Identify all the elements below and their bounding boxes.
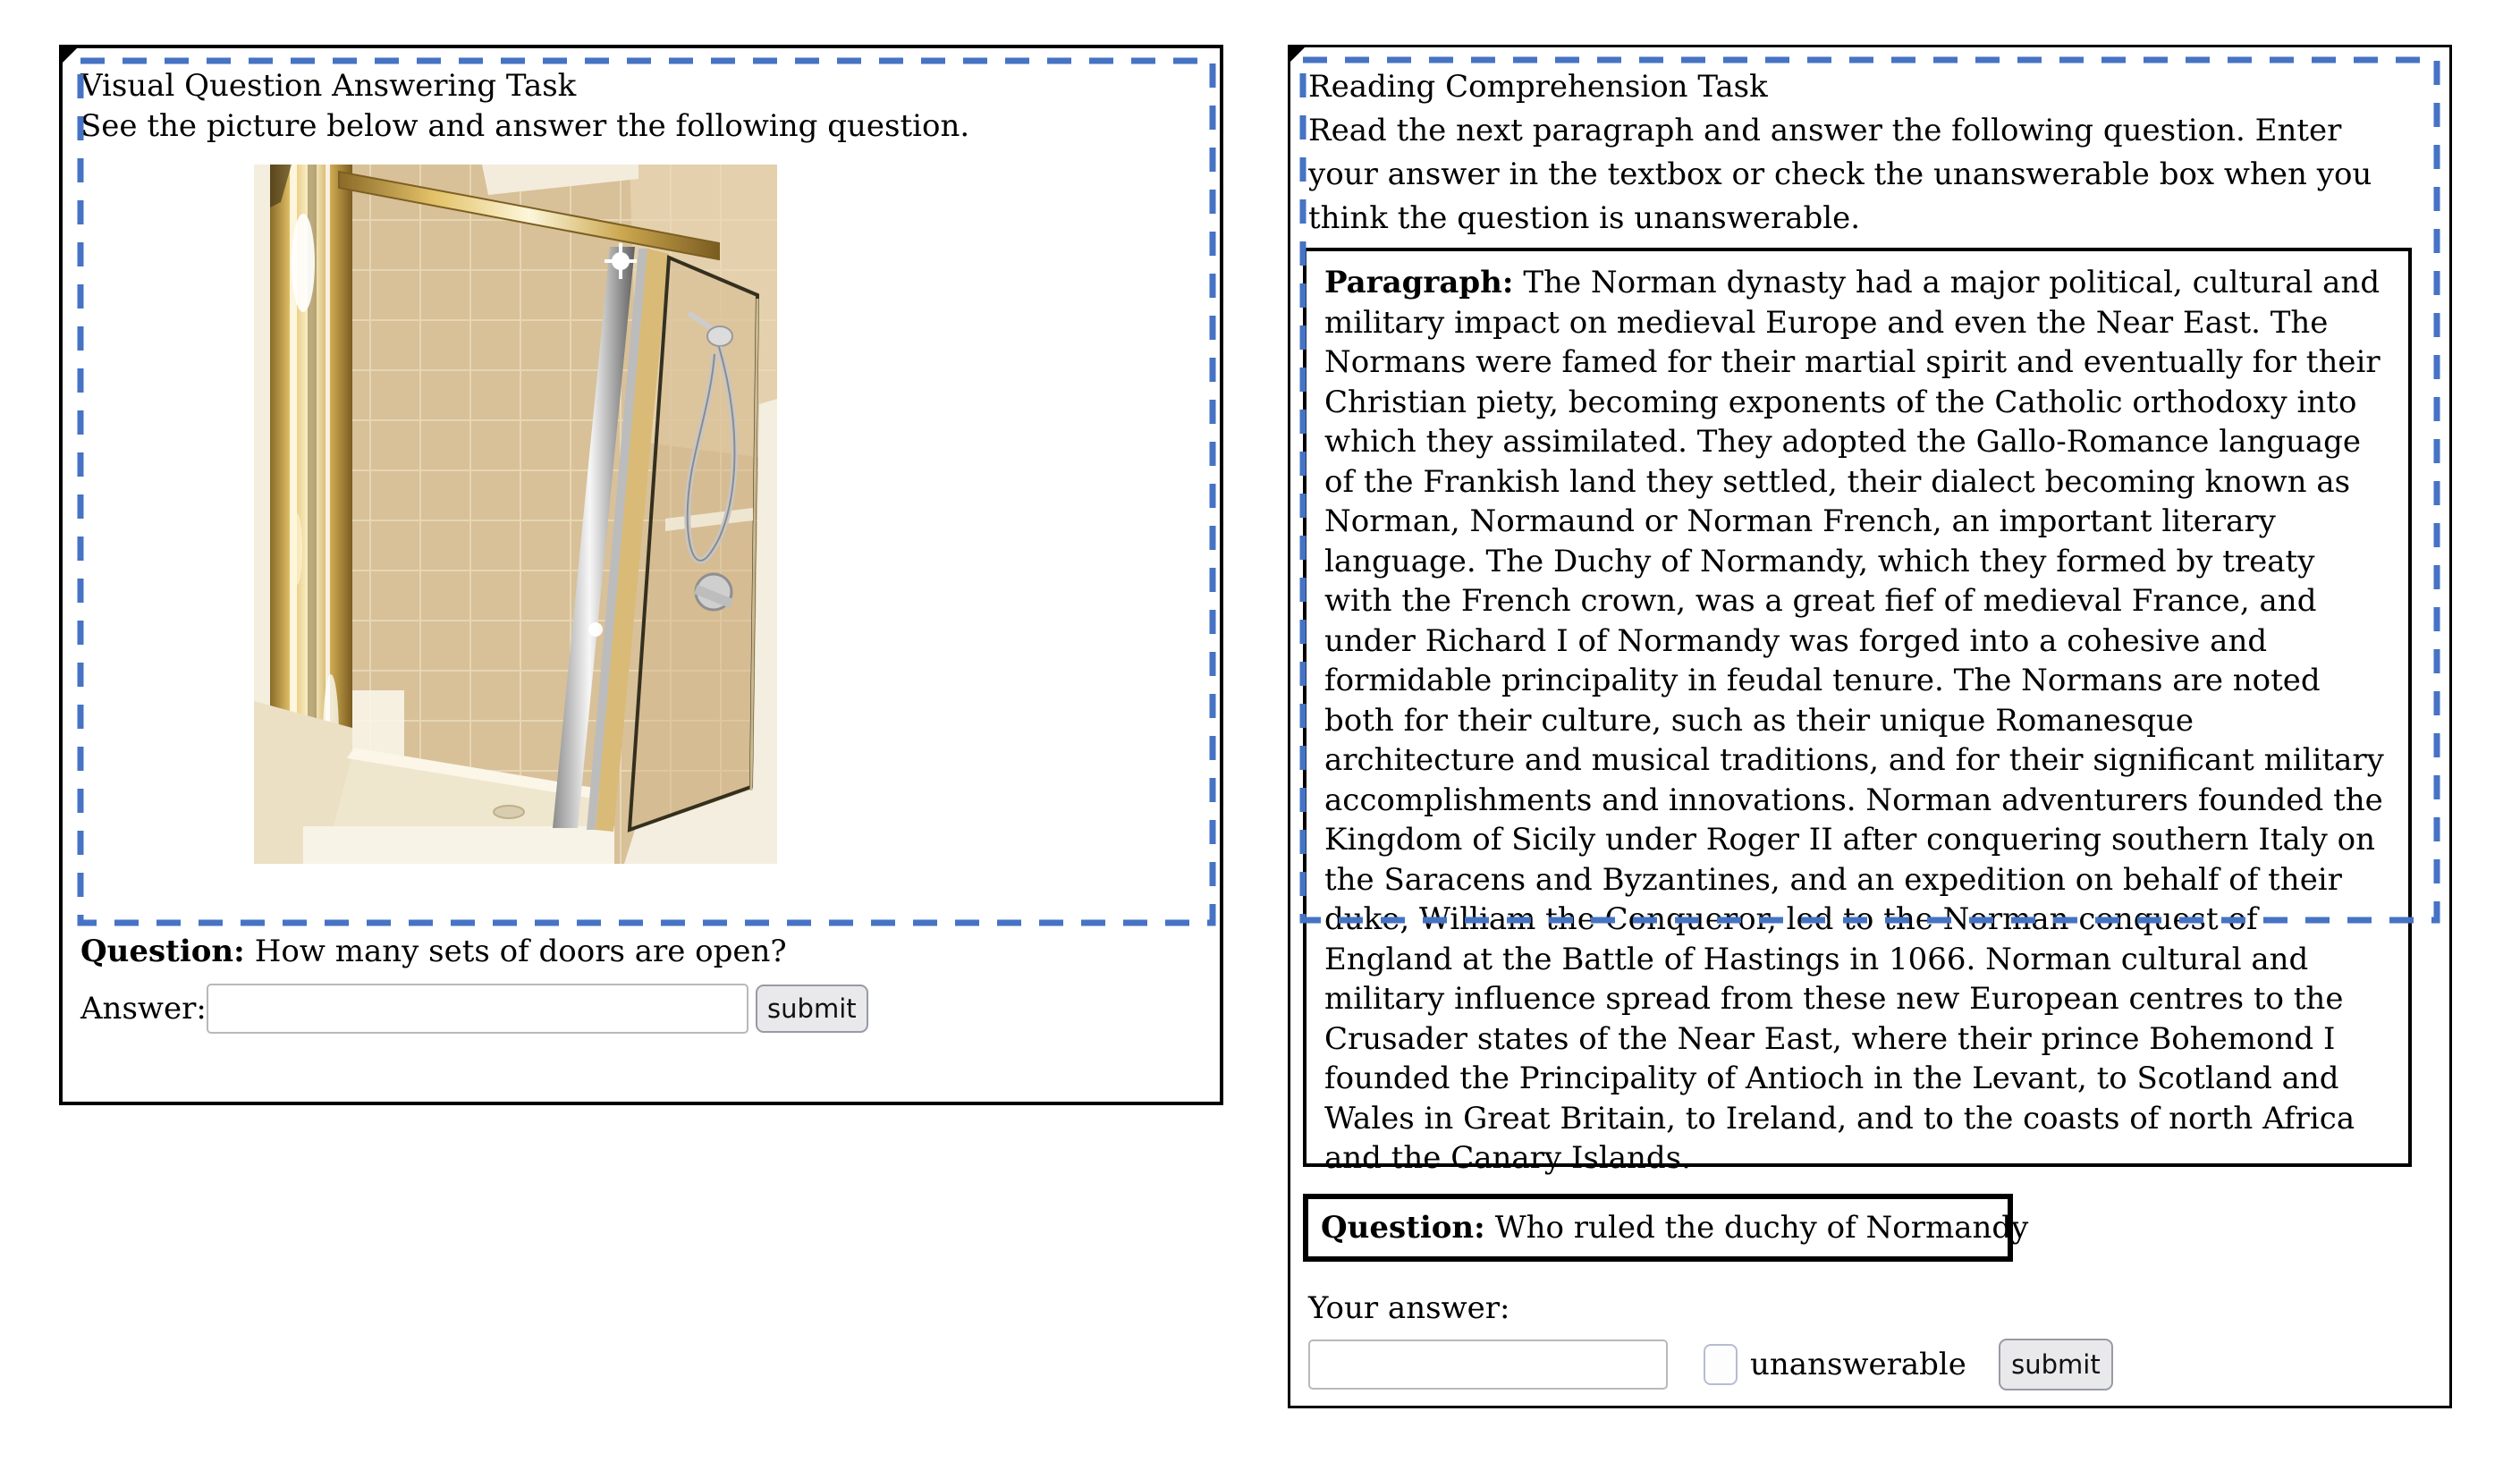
corner-notch bbox=[63, 48, 77, 63]
vqa-header bbox=[80, 66, 969, 147]
corner-notch bbox=[1290, 47, 1305, 62]
rc-answer-input[interactable] bbox=[1308, 1340, 1668, 1390]
vqa-photo bbox=[254, 165, 777, 864]
unanswerable-checkbox[interactable] bbox=[1704, 1344, 1738, 1385]
rc-instruction: Read the next paragraph and answer the following question. Enter your answer in the textbox or check the unanswerable box when you think the question is unanswerable. bbox=[1308, 113, 2372, 236]
rc-paragraph-box bbox=[1303, 248, 2412, 1176]
rc-header bbox=[1308, 65, 2421, 241]
vqa-answer-row bbox=[80, 982, 868, 1035]
rc-paragraph-text: The Norman dynasty had a major political, cultural and military impact on medieval Europe and even the Near East. The Normans were famed for their martial spirit and eventually for their Christian piety, becoming exponents of the Catholic orthodoxy into which they assimilated. They adopted the Gallo-Romance language of the Frankish land they settled, their dialect becoming known as Norman, Normaund or Norman French, an important literary language. The Duchy of Normandy, which they formed by treaty with the French crown, was a great fief of medieval France, and under Richard I of Normandy was forged into a cohesive and formidable principality in feudal tenure. The Normans are noted both for their culture, such as their unique Romanesque architecture and musical traditions, and for their significant military accomplishments and innovations. Norman adventurers founded the Kingdom of Sicily under Roger II after conquering southern Italy on the Saracens and Byzantines, and an expedition on behalf of their duke, William the Conqueror, led to the Norman conquest of England at the Battle of Hastings in 1066. Norman cultural and military influence spread from these new European centres to the Crusader states of the Near East, where their prince Bohemond I founded the Principality of Antioch in the Levant, to Scotland and Wales in Great Britain, to Ireland, and to the coasts of north Africa and the Canary Islands. bbox=[1324, 265, 2384, 1176]
vqa-question-text: How many sets of doors are open? bbox=[254, 934, 787, 969]
rc-submit-button[interactable]: submit bbox=[1999, 1339, 2113, 1390]
rc-question-label: Question: bbox=[1321, 1210, 1485, 1246]
rc-answer-row bbox=[1308, 1337, 2113, 1392]
rc-title: Reading Comprehension Task bbox=[1308, 69, 1768, 105]
rc-your-answer-label: Your answer: bbox=[1308, 1290, 1510, 1326]
rc-paragraph-label: Paragraph: bbox=[1324, 265, 1514, 300]
vqa-task-panel bbox=[59, 45, 1223, 1105]
reading-comprehension-panel bbox=[1288, 45, 2452, 1408]
vqa-question-line bbox=[80, 934, 787, 969]
vqa-instruction: See the picture below and answer the following question. bbox=[80, 108, 970, 144]
unanswerable-label: unanswerable bbox=[1750, 1347, 1966, 1382]
rc-question-text: Who ruled the duchy of Normandy bbox=[1494, 1210, 2029, 1246]
vqa-submit-button[interactable]: submit bbox=[756, 985, 868, 1033]
vqa-answer-input[interactable] bbox=[207, 984, 748, 1034]
vqa-title: Visual Question Answering Task bbox=[80, 68, 577, 104]
rc-question-box bbox=[1303, 1194, 2029, 1262]
vqa-answer-label: Answer: bbox=[80, 991, 207, 1027]
vqa-question-label: Question: bbox=[80, 934, 245, 969]
